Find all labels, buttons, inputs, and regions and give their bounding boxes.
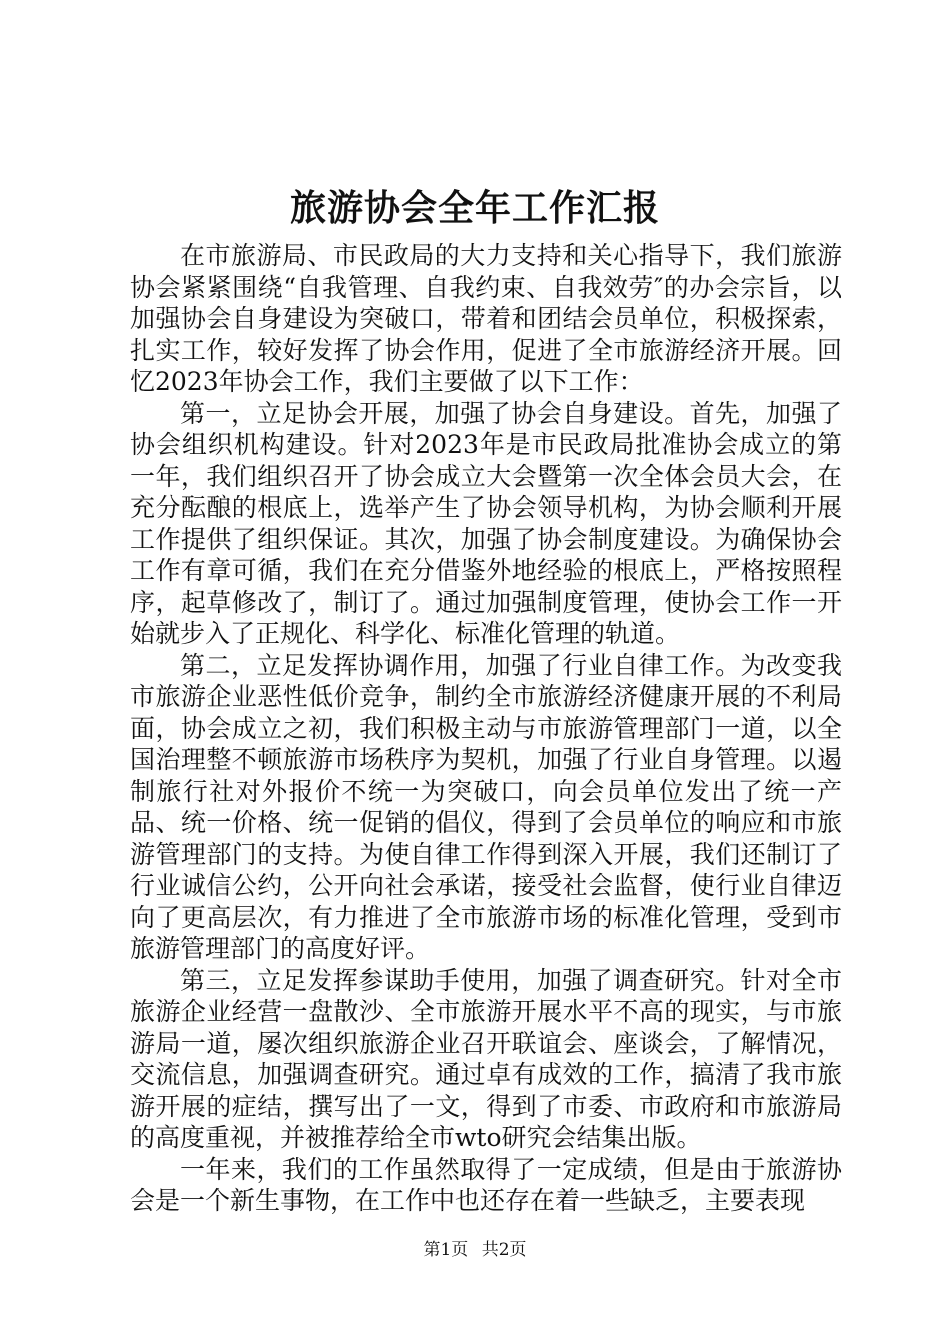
paragraph-first: 第一，立足协会开展，加强了协会自身建设。首先，加强了协会组织机构建设。针对2023年是市民政局批准协会成立的第一年，我们组织召开了协会成立大会暨第一次全体会员大会，在充分酝酿的根底上，选举产生了协会领导机构，为协会顺利开展工作提供了组织保证。其次，加强了协会制度建设。为确保协会工作有章可循，我们在充分借鉴外地经验的根底上，严格按照程序，起草修改了，制订了。通过加强制度管理，使协会工作一开始就步入了正规化、科学化、标准化管理的轨道。 xyxy=(130,398,842,648)
page-number: 第1页 xyxy=(423,1240,469,1260)
page-total: 共2页 xyxy=(481,1240,527,1260)
paragraph-summary: 一年来，我们的工作虽然取得了一定成绩，但是由于旅游协会是一个新生事物，在工作中也还存在着一些缺乏，主要表现 xyxy=(130,1154,842,1215)
paragraph-second: 第二，立足发挥协调作用，加强了行业自律工作。为改变我市旅游企业恶性低价竞争，制约全市旅游经济健康开展的不利局面，协会成立之初，我们积极主动与市旅游管理部门一道，以全国治理整不顿旅游市场秩序为契机，加强了行业自身管理。以遏制旅行社对外报价不统一为突破口，向会员单位发出了统一产品、统一价格、统一促销的倡仪，得到了会员单位的响应和市旅游管理部门的支持。为使自律工作得到深入开展，我们还制订了行业诚信公约，公开向社会承诺，接受社会监督，使行业自律迈向了更高层次，有力推进了全市旅游市场的标准化管理，受到市旅游管理部门的高度好评。 xyxy=(130,650,842,963)
paragraph-third: 第三，立足发挥参谋助手使用，加强了调查研究。针对全市旅游企业经营一盘散沙、全市旅游开展水平不高的现实，与市旅游局一道，屡次组织旅游企业召开联谊会、座谈会，了解情况，交流信息，加强调查研究。通过卓有成效的工作，搞清了我市旅游开展的症结，撰写出了一文，得到了市委、市政府和市旅游局的高度重视，并被推荐给全市wto研究会结集出版。 xyxy=(130,965,842,1152)
page-footer xyxy=(0,1238,950,1262)
document-title: 旅游协会全年工作汇报 xyxy=(289,187,660,229)
document-body xyxy=(130,240,842,1217)
paragraph-intro: 在市旅游局、市民政局的大力支持和关心指导下，我们旅游协会紧紧围绕“自我管理、自我约束、自我效劳″的办会宗旨，以加强协会自身建设为突破口，带着和团结会员单位，积极探索，扎实工作，较好发挥了协会作用，促进了全市旅游经济开展。回忆2023年协会工作，我们主要做了以下工作： xyxy=(130,241,842,396)
